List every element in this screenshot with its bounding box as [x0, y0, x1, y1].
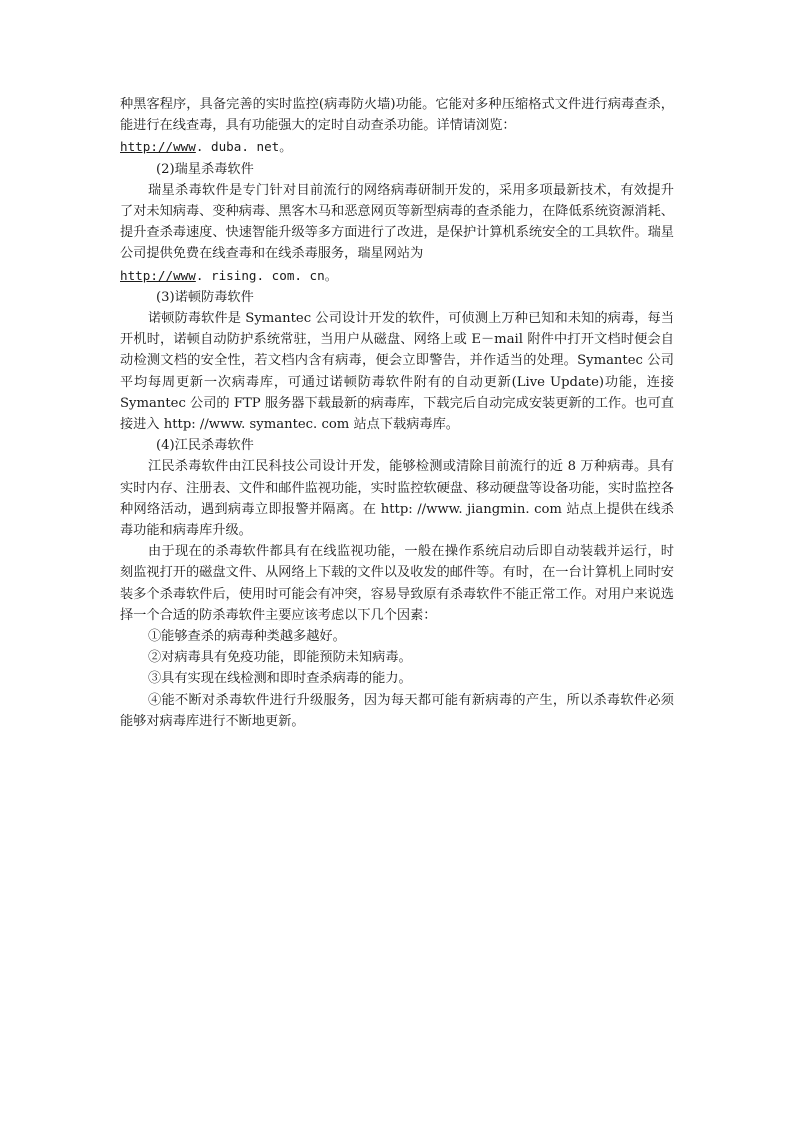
rising-link[interactable]: http://www — [120, 267, 196, 283]
document-page — [120, 94, 674, 732]
factor-item-2: ②对病毒具有免疫功能，即能预防未知病毒。 — [148, 650, 412, 666]
section-heading-norton: (3)诺顿防毒软件 — [156, 289, 254, 305]
intro-text: 种黑客程序，具备完善的实时监控(病毒防火墙)功能。它能对多种压缩格式文件进行病毒查杀，能进行在线查毒，具有功能强大的定时自动查杀功能。详情请浏览： — [120, 97, 674, 134]
summary-paragraph: 由于现在的杀毒软件都具有在线监视功能，一般在操作系统启动后即自动装载并运行，时刻监视打开的磁盘文件、从网络上下载的文件以及收发的邮件等。有时，在一台计算机上同时安装多个杀毒软件后，使用时可能会有冲突，容易导致原有杀毒软件不能正常工作。对用户来说选择一个合适的防杀毒软件主要应该考虑以下几个因素： — [120, 544, 674, 623]
section-heading-jiangmin: (4)江民杀毒软件 — [156, 438, 254, 454]
factor-item-3: ③具有实现在线检测和即时查杀病毒的能力。 — [148, 671, 412, 687]
section-heading-rising: (2)瑞星杀毒软件 — [156, 161, 254, 177]
rising-link-tail: . rising. com. cn。 — [195, 267, 338, 283]
section-body-rising — [120, 180, 674, 287]
factor-item-4: ④能不断对杀毒软件进行升级服务，因为每天都可能有新病毒的产生，所以杀毒软件必须能够对病毒库进行不断地更新。 — [120, 692, 674, 729]
section-body-jiangmin: 江民杀毒软件由江民科技公司设计开发，能够检测或清除目前流行的近 8 万种病毒。具有实时内存、注册表、文件和邮件监视功能，实时监控软硬盘、移动硬盘等设备功能，实时监控各种网络活动，遇到病毒立即报警并隔离。在 http: //www. jiangmin. com 站点上提供在线杀毒功能和病毒库升级。 — [120, 459, 674, 539]
duba-link-tail: . duba. net。 — [195, 139, 292, 155]
intro-paragraph — [120, 94, 674, 159]
section-body-norton: 诺顿防毒软件是 Symantec 公司设计开发的软件，可侦测上万种已知和未知的病毒，每当开机时，诺顿自动防护系统常驻，当用户从磁盘、网络上或 E－mail 附件中打开文档时便会自动检测文档的安全性，若文档内含有病毒，便会立即警告，并作适当的处理。Symantec 公司平均每周更新一次病毒库，可通过诺顿防毒软件附有的自动更新(Live Update)功能，连接 Symantec 公司的 FTP 服务器下载最新的病毒库，下载完后自动完成安装更新的工作。也可直接进入 http: //www. symantec. com 站点下载病毒库。 — [120, 311, 674, 433]
duba-link[interactable]: http://www — [120, 139, 196, 155]
factor-item-1: ①能够查杀的病毒种类越多越好。 — [148, 629, 346, 645]
rising-text: 瑞星杀毒软件是专门针对目前流行的网络病毒研制开发的，采用多项最新技术，有效提升了对未知病毒、变种病毒、黑客木马和恶意网页等新型病毒的查杀能力，在降低系统资源消耗、提升查杀毒速度、快速智能升级等多方面进行了改进，是保护计算机系统安全的工具软件。瑞星公司提供免费在线查毒和在线杀毒服务，瑞星网站为 — [120, 182, 674, 262]
